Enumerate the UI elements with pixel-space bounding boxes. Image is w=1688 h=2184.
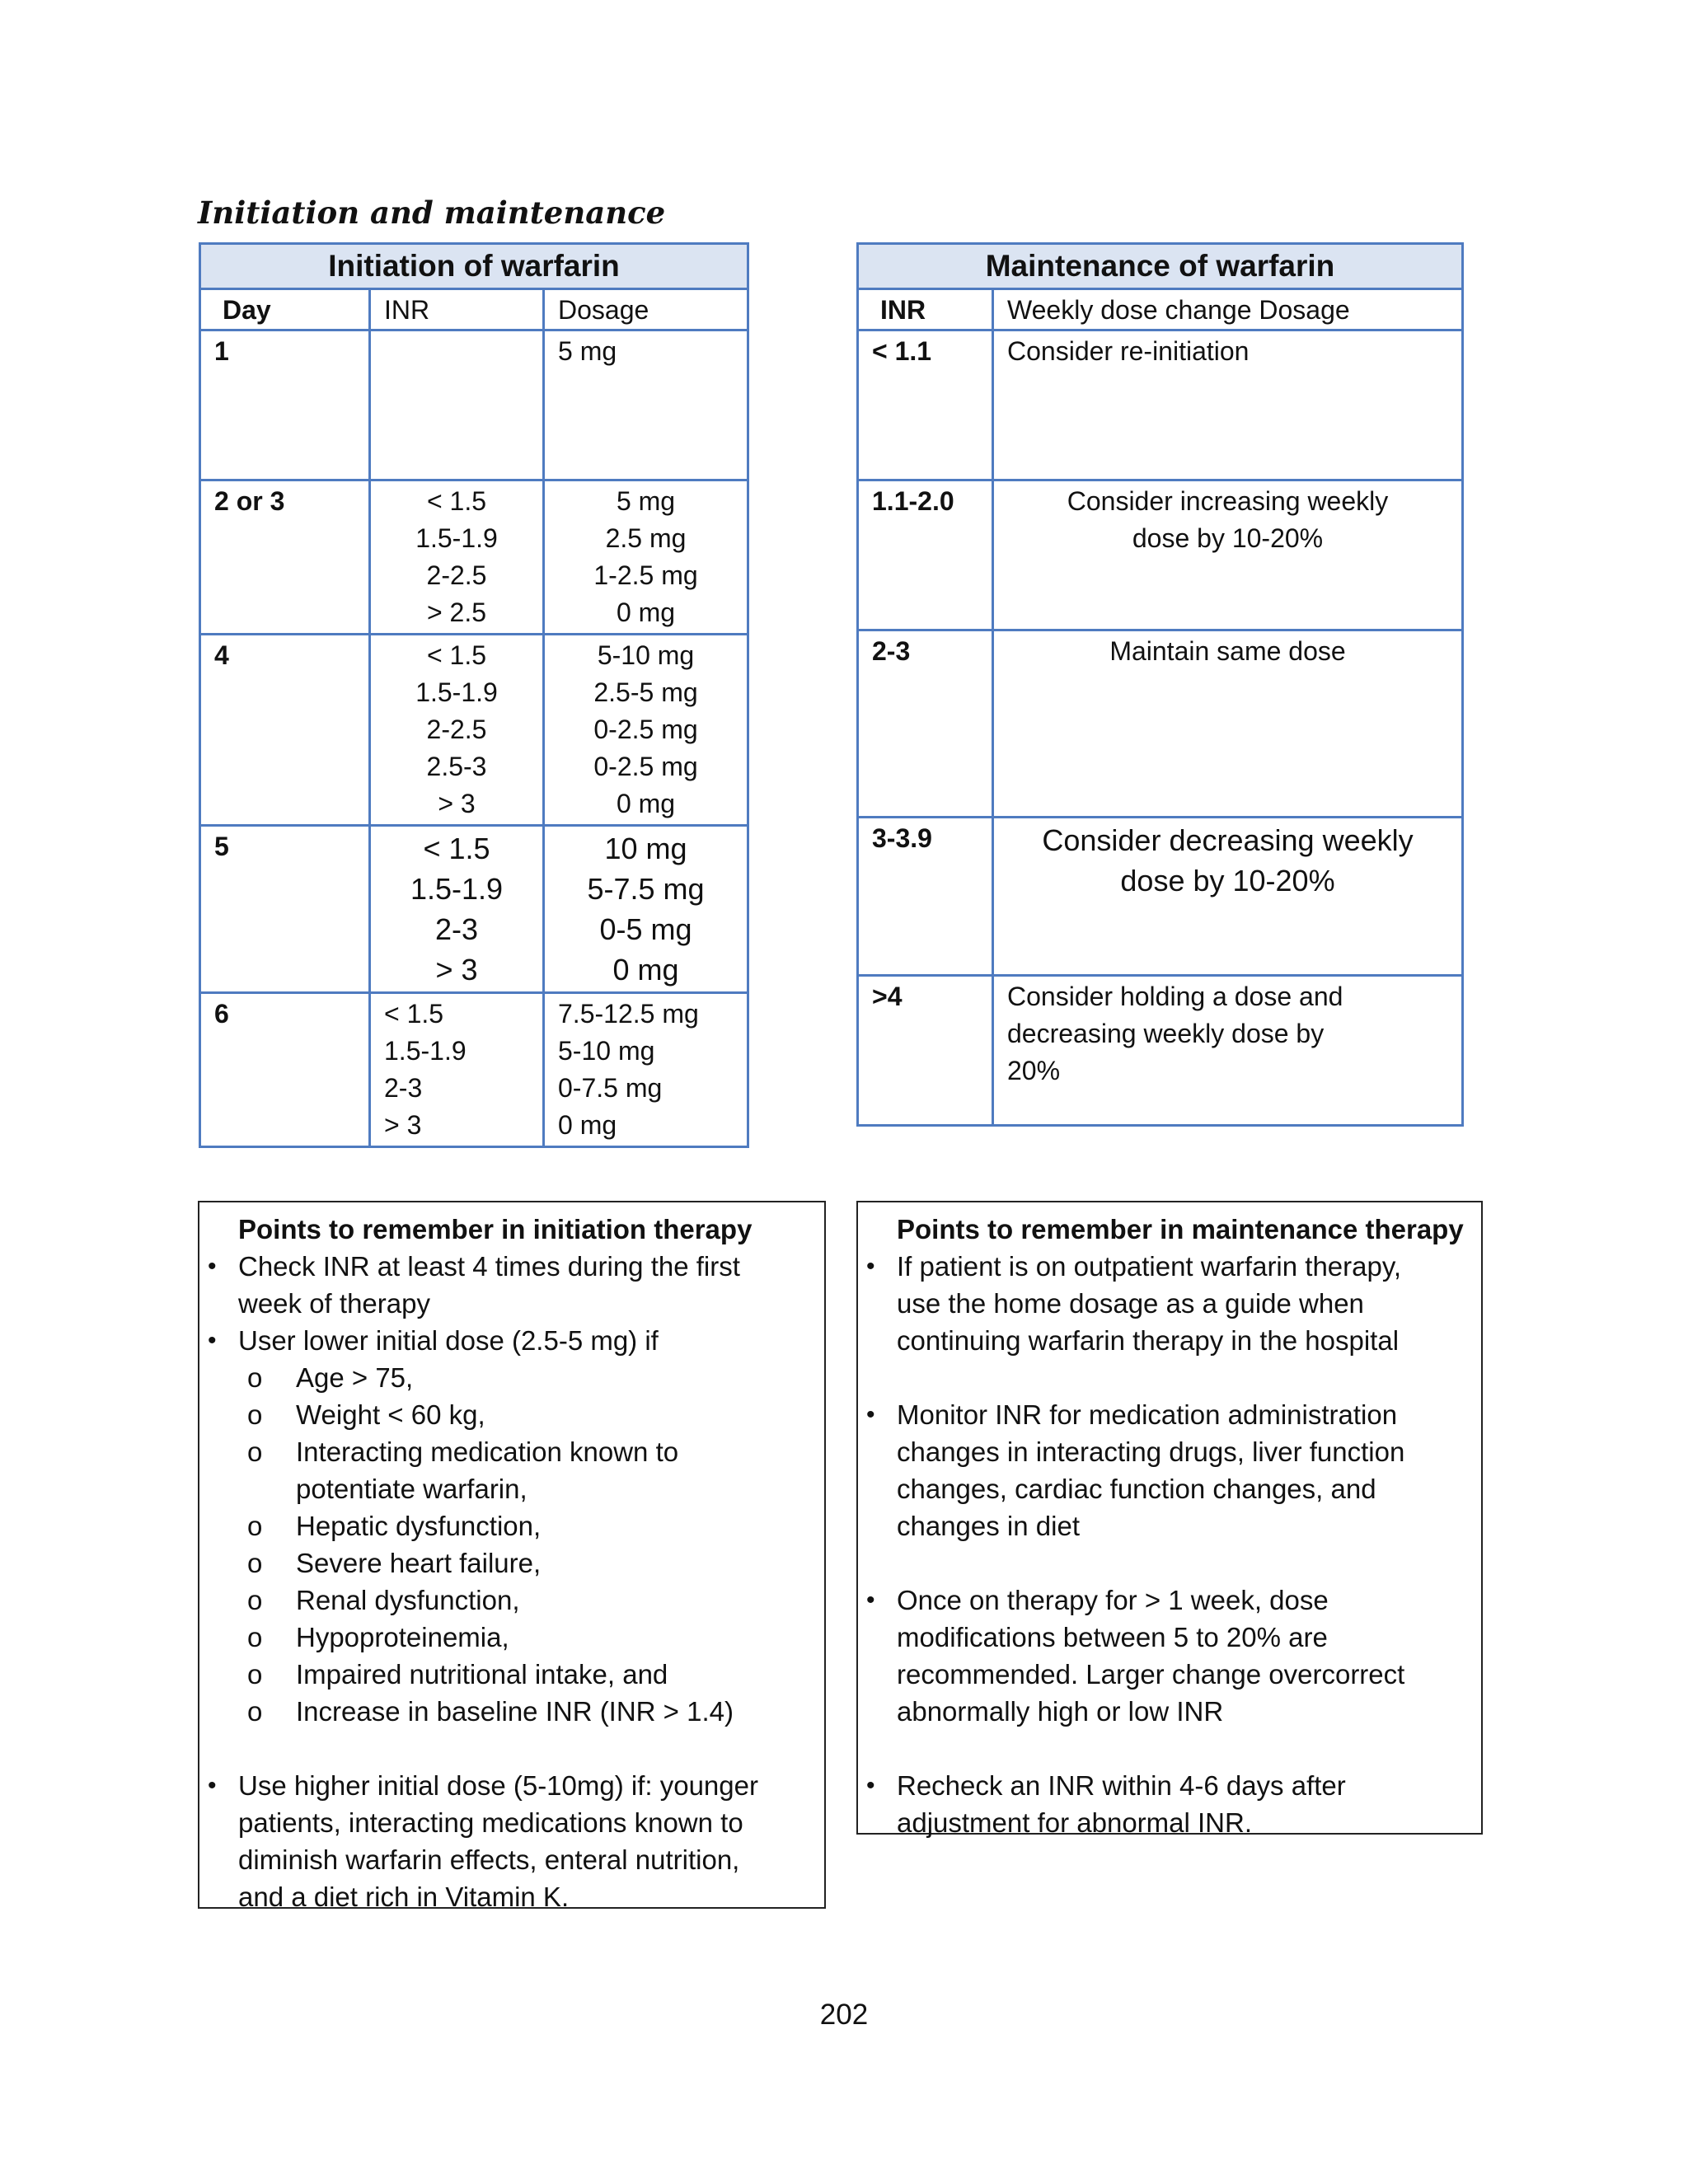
day-cell: 1 [200, 330, 370, 480]
note-line: • Use higher initial dose (5-10mg) if: younger [238, 1770, 758, 1801]
note-line: adjustment for abnormal INR. [897, 1807, 1253, 1838]
day-cell: 5 [200, 826, 370, 993]
inr-cell: 3-3.9 [858, 818, 993, 976]
dose-change-text: decreasing weekly dose by [1007, 1019, 1325, 1048]
dosage-value: 1-2.5 mg [593, 560, 698, 590]
inr-value: 2-3 [434, 912, 479, 946]
inr-value: < 1.5 [426, 486, 487, 516]
dosage-value: 5-10 mg [558, 1036, 655, 1066]
dose-change-cell [993, 630, 1463, 818]
dosage-cell [544, 635, 748, 826]
column-header-dosage: Dosage [544, 289, 748, 330]
note-line: • Recheck an INR within 4-6 days after [897, 1770, 1346, 1801]
dosage-value: 5 mg [616, 486, 676, 516]
maintenance-notes-box [856, 1201, 1483, 1838]
list-item [199, 1767, 808, 1915]
list-item: o Severe heart failure, [199, 1544, 808, 1582]
table-row [200, 330, 748, 480]
table-row [858, 976, 1463, 1126]
table-row [858, 480, 1463, 630]
inr-value: > 3 [438, 789, 476, 818]
list-item: o Renal dysfunction, [199, 1582, 808, 1619]
initiation-table [199, 242, 749, 1148]
dose-change-cell [993, 818, 1463, 976]
dosage-value: 0 mg [616, 789, 676, 818]
page-number: 202 [819, 1999, 869, 2031]
inr-value: > 3 [435, 953, 478, 987]
list-item: o Impaired nutritional intake, and [199, 1656, 808, 1693]
maintenance-table-title: Maintenance of warfarin [858, 244, 1463, 289]
dosage-value: 0 mg [616, 598, 676, 627]
note-line: • Check INR at least 4 times during the first [238, 1251, 740, 1282]
list-item: o Weight < 60 kg, [199, 1396, 808, 1433]
inr-value: > 3 [384, 1110, 422, 1140]
column-header-day: Day [200, 289, 370, 330]
maintenance-notes-title: Points to remember in maintenance therapy [897, 1214, 1464, 1244]
table-row [200, 826, 748, 993]
note-line: week of therapy [238, 1288, 430, 1319]
inr-cell: 2-3 [858, 630, 993, 818]
list-item: o Hypoproteinemia, [199, 1619, 808, 1656]
list-item [199, 1248, 808, 1322]
note-line: potentiate warfarin, [296, 1474, 528, 1504]
dose-change-cell [993, 480, 1463, 630]
note-line: modifications between 5 to 20% are [897, 1622, 1328, 1652]
dose-change-text: Consider holding a dose and [1007, 982, 1343, 1011]
dosage-cell [544, 480, 748, 635]
column-header-inr: INR [370, 289, 544, 330]
inr-cell [370, 826, 544, 993]
table-row [200, 480, 748, 635]
dosage-value: 2.5 mg [605, 523, 687, 553]
dosage-value: 5 mg [558, 336, 617, 366]
inr-value: 1.5-1.9 [384, 1036, 467, 1066]
dose-change-cell [993, 330, 1463, 480]
inr-cell: 1.1-2.0 [858, 480, 993, 630]
note-line: continuing warfarin therapy in the hospital [897, 1325, 1400, 1356]
note-line: use the home dosage as a guide when [897, 1288, 1364, 1319]
dose-change-text: dose by 10-20% [1120, 864, 1335, 898]
list-item [199, 1433, 808, 1507]
table-row [200, 993, 748, 1147]
inr-value: 2-3 [384, 1073, 423, 1103]
note-line: abnormally high or low INR [897, 1696, 1224, 1727]
initiation-notes-title: Points to remember in initiation therapy [238, 1214, 753, 1244]
note-line: recommended. Larger change overcorrect [897, 1659, 1405, 1690]
inr-value: < 1.5 [423, 832, 490, 865]
dosage-value: 5-7.5 mg [587, 872, 705, 906]
inr-value: < 1.5 [384, 999, 444, 1029]
table-row [858, 330, 1463, 480]
inr-value: 1.5-1.9 [415, 677, 498, 707]
dose-change-cell [993, 976, 1463, 1126]
maintenance-notes-list [858, 1248, 1465, 1841]
dosage-value: 2.5-5 mg [593, 677, 698, 707]
inr-value: > 2.5 [426, 598, 487, 627]
initiation-notes-list [199, 1248, 808, 1359]
dose-change-text: Maintain same dose [1109, 636, 1346, 666]
inr-cell [370, 330, 544, 480]
column-header-weekly-dose-change: Weekly dose change Dosage [993, 289, 1463, 330]
dosage-value: 0 mg [612, 953, 679, 987]
note-line: patients, interacting medications known to [238, 1807, 743, 1838]
dosage-cell [544, 826, 748, 993]
list-item [858, 1767, 1465, 1841]
note-line: • If patient is on outpatient warfarin therapy, [897, 1251, 1402, 1282]
table-row [858, 630, 1463, 818]
day-cell: 6 [200, 993, 370, 1147]
list-item: o Increase in baseline INR (INR > 1.4) [199, 1693, 808, 1730]
day-cell: 4 [200, 635, 370, 826]
inr-value: 2-2.5 [426, 560, 487, 590]
note-line: changes in interacting drugs, liver function [897, 1436, 1405, 1467]
dosage-value: 0-2.5 mg [593, 715, 698, 744]
dose-change-text: dose by 10-20% [1132, 523, 1324, 553]
note-line: o Interacting medication known to [296, 1436, 679, 1467]
dosage-value: 0-7.5 mg [558, 1073, 663, 1103]
dosage-value: 10 mg [604, 832, 687, 865]
note-line: • Monitor INR for medication administration [897, 1399, 1398, 1430]
inr-value: 2-2.5 [426, 715, 487, 744]
table-row [200, 635, 748, 826]
inr-cell: >4 [858, 976, 993, 1126]
note-line: • User lower initial dose (2.5-5 mg) if [238, 1325, 659, 1356]
inr-cell [370, 635, 544, 826]
day-cell: 2 or 3 [200, 480, 370, 635]
dose-change-text: Consider decreasing weekly [1042, 823, 1414, 857]
maintenance-table [856, 242, 1464, 1127]
list-item: o Age > 75, [199, 1359, 808, 1396]
inr-value: 1.5-1.9 [410, 872, 504, 906]
inr-cell: < 1.1 [858, 330, 993, 480]
dosage-cell [544, 993, 748, 1147]
dose-change-text: Consider re-initiation [1007, 336, 1250, 366]
inr-value: < 1.5 [426, 640, 487, 670]
dosage-value: 0 mg [558, 1110, 617, 1140]
note-line: changes, cardiac function changes, and [897, 1474, 1376, 1504]
inr-value: 1.5-1.9 [415, 523, 498, 553]
dosage-value: 5-10 mg [597, 640, 695, 670]
note-line: • Once on therapy for > 1 week, dose [897, 1585, 1329, 1615]
lower-dose-criteria-list [199, 1359, 808, 1730]
note-line: changes in diet [897, 1511, 1080, 1541]
list-item [858, 1248, 1465, 1359]
section-title: Initiation and maintenance [198, 194, 666, 231]
dose-change-text: 20% [1007, 1056, 1061, 1085]
dosage-value: 0-5 mg [599, 912, 692, 946]
list-item [199, 1322, 808, 1359]
list-item [858, 1396, 1465, 1544]
initiation-table-title: Initiation of warfarin [200, 244, 748, 289]
dosage-cell [544, 330, 748, 480]
column-header-inr: INR [858, 289, 993, 330]
inr-value: 2.5-3 [426, 752, 487, 781]
list-item [858, 1582, 1465, 1730]
dosage-value: 0-2.5 mg [593, 752, 698, 781]
note-line: diminish warfarin effects, enteral nutrition, [238, 1844, 740, 1875]
dose-change-text: Consider increasing weekly [1067, 486, 1389, 516]
initiation-notes-list-2 [199, 1767, 808, 1915]
initiation-notes-box [198, 1201, 826, 1912]
dosage-value: 7.5-12.5 mg [558, 999, 699, 1029]
inr-cell [370, 993, 544, 1147]
note-line: and a diet rich in Vitamin K. [238, 1882, 570, 1912]
list-item: o Hepatic dysfunction, [199, 1507, 808, 1544]
inr-cell [370, 480, 544, 635]
table-row [858, 818, 1463, 976]
